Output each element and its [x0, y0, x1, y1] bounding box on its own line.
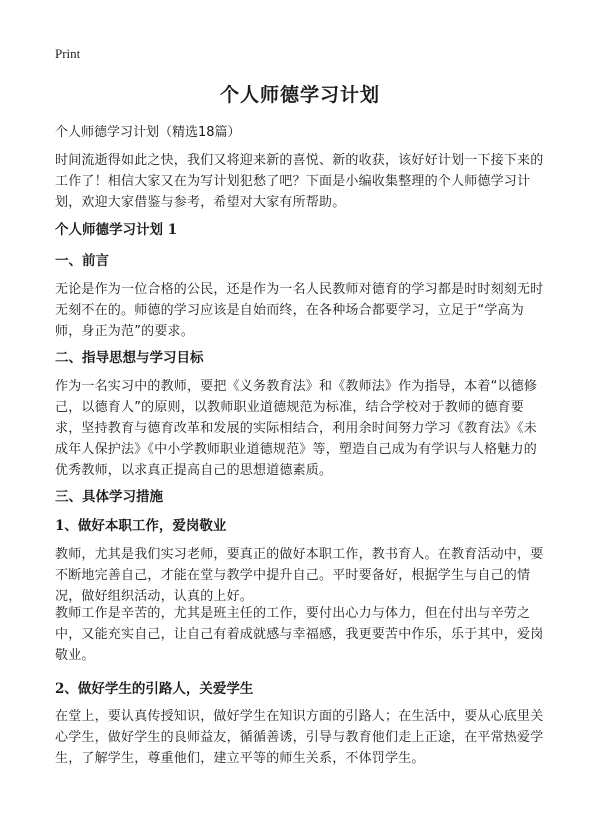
section-1-heading: 一、前言: [55, 253, 109, 269]
measure-1-paragraph-1: 教师，尤其是我们实习老师，要真正的做好本职工作，教书育人。在教育活动中，要不断地完善自己，才能在堂与教学中提升自己。平时要备好，根据学生与自己的情况，做好组织活动，认真的上好。: [55, 547, 544, 604]
measure-1-paragraph-2: 教师工作是辛苦的，尤其是班主任的工作，要付出心力与体力，但在付出与辛劳之中，又能充实自己，让自己有着成就感与幸福感，我更要苦中作乐，乐于其中，爱岗敬业。: [55, 606, 544, 663]
page-title: 个人师德学习计划: [219, 84, 380, 106]
plan-1-heading: 个人师德学习计划 1: [55, 222, 178, 238]
measure-2-heading: 2、做好学生的引路人，关爱学生: [55, 681, 254, 697]
measure-1-heading: 1、做好本职工作，爱岗敬业: [55, 518, 227, 534]
document-subtitle: 个人师德学习计划（精选18篇）: [55, 125, 241, 140]
section-3-heading: 三、具体学习措施: [55, 489, 163, 505]
section-2-paragraph: 作为一名实习中的教师，要把《义务教育法》和《教师法》作为指导，本着“以德修己，以德育人”的原则，以教师职业道德规范为标准，结合学校对于教师的德育要求，坚持教育与德育改革和发展的实际相结合，利用余时间努力学习《教育法》《未成年人保护法》《中小学教师职业道德规范》等，塑造自己成为有学识与人格魅力的优秀教师，以求真正提高自己的思想道德素质。: [55, 379, 538, 478]
section-2-heading: 二、指导思想与学习目标: [55, 350, 204, 366]
measure-2-paragraph: 在堂上，要认真传授知识，做好学生在知识方面的引路人；在生活中，要从心底里关心学生，做好学生的良师益友，循循善诱，引导与教育他们走上正途，在平常热爱学生，了解学生，尊重他们，建立平等的师生关系，不体罚学生。: [55, 709, 544, 766]
intro-paragraph: 时间流逝得如此之快，我们又将迎来新的喜悦、新的收获，该好好计划一下接下来的工作了！相信大家又在为写计划犯愁了吧？下面是小编收集整理的个人师德学习计划，欢迎大家借鉴与参考，希望对大家有所帮助。: [55, 153, 544, 210]
section-1-paragraph: 无论是作为一位合格的公民，还是作为一名人民教师对德育的学习都是时时刻刻无时无刻不在的。师德的学习应该是自始而终，在各种场合都要学习，立足于“学高为师，身正为范”的要求。: [55, 282, 544, 339]
print-link[interactable]: Print: [55, 46, 81, 61]
